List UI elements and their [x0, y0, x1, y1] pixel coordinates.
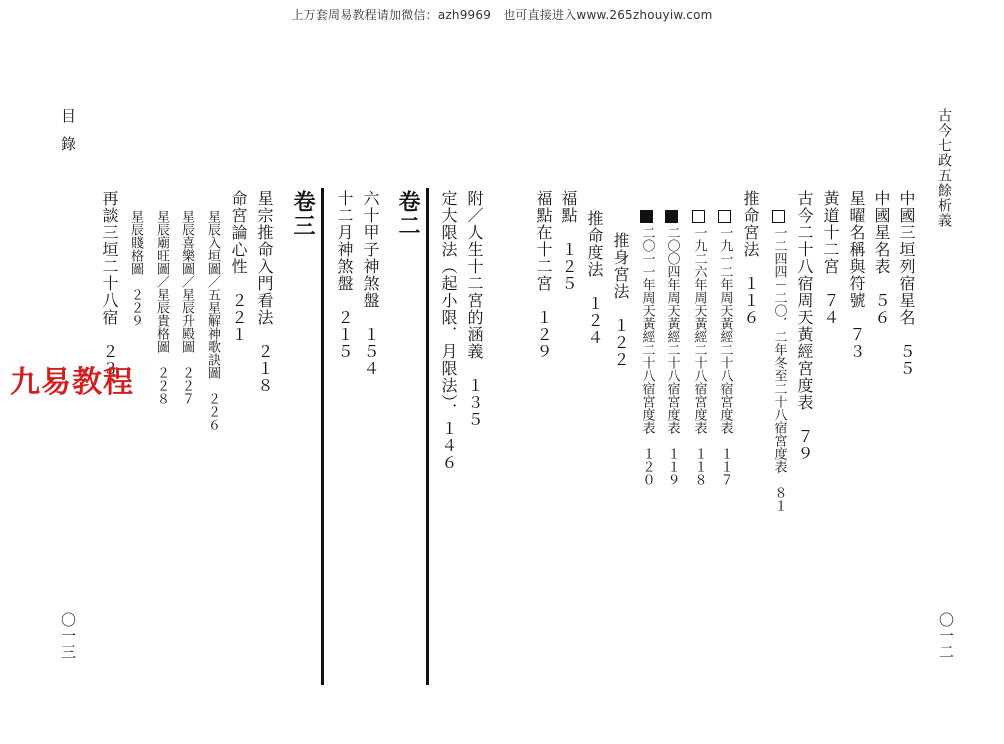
checkbox-square-icon: [718, 210, 731, 223]
toc-entry: 福點在十二宮 １２９: [534, 190, 553, 360]
volume-divider: [321, 188, 324, 685]
toc-entry: 推命度法 １２４: [585, 210, 604, 346]
toc-subentry: 星辰喜樂圖／星辰升殿圖 ２２７: [179, 210, 194, 405]
page-number-left: 〇一三: [59, 612, 77, 660]
toc-subentry-label: 一二四四－二〇．二年冬至二十八宿宮度表 ８１: [771, 226, 787, 512]
contents-title-char-2: 錄: [59, 136, 77, 151]
toc-entry: 古今二十八宿周天黃經宮度表 ７９: [795, 190, 814, 462]
toc-subentry: 星辰入垣圖／五星解神歌訣圖 ２２６: [205, 210, 220, 431]
toc-entry: 福點 １２５: [559, 190, 578, 292]
toc-subentry: 星辰賤格圖 ２２９: [128, 210, 143, 327]
watermark-logo: 九易教程: [10, 365, 134, 400]
volume-divider: [426, 188, 429, 685]
filled-square-icon: [640, 210, 653, 223]
toc-entry: 星曜名稱與符號 ７３: [847, 190, 866, 360]
toc-subentry: [665, 210, 679, 486]
toc-entry: 命宮論心性 ２２１: [229, 190, 248, 343]
toc-entry: 推命宮法 １１６: [741, 190, 760, 326]
toc-subentry: [640, 210, 654, 486]
toc-entry: 附／人生十二宮的涵義 １３５: [465, 190, 484, 428]
toc-entry: 定大限法（起小限．月限法）．１４６: [439, 190, 458, 471]
filled-square-icon: [665, 210, 678, 223]
toc-entry: 十二月神煞盤 ２１５: [335, 190, 354, 360]
toc-subentry: [692, 210, 706, 486]
book-title: 古今七政五餘析義: [936, 108, 952, 228]
toc-subentry: [772, 210, 786, 512]
toc-entry: 六十甲子神煞盤 １５４: [361, 190, 380, 377]
volume-heading-3: 卷三: [290, 190, 316, 238]
toc-entry: 星宗推命入門看法 ２１８: [255, 190, 274, 394]
toc-subentry-label: 一九一二年周天黃經二十八宿宮度表 １１７: [717, 226, 733, 486]
toc-subentry: 星辰廟旺圖／星辰貴格圖 ２２８: [154, 210, 169, 405]
checkbox-square-icon: [692, 210, 705, 223]
toc-subentry-label: 二〇〇四年周天黃經二十八宿宮度表 １１９: [664, 226, 680, 486]
page-number-right: 〇一二: [937, 612, 955, 660]
toc-subentry-label: 一九二六年周天黃經二十八宿宮度表 １１８: [691, 226, 707, 486]
volume-heading-2: 卷二: [395, 190, 421, 238]
toc-entry: 中國三垣列宿星名 ５５: [897, 190, 916, 377]
contents-title-char-1: 目: [59, 108, 77, 123]
toc-entry: 推身宮法 １２２: [611, 232, 630, 368]
toc-entry: 再談三垣二十八宿 ２３: [100, 190, 119, 377]
toc-entry: 中國星名表 ５６: [872, 190, 891, 326]
checkbox-square-icon: [772, 210, 785, 223]
toc-subentry-label: 二〇一一年周天黃經二十八宿宮度表 １２０: [639, 226, 655, 486]
toc-subentry: [718, 210, 732, 486]
download-banner: 上万套周易教程请加微信：azh9969 也可直接进入www.265zhouyiw.com: [291, 8, 713, 22]
toc-entry: 黃道十二宮 ７４: [821, 190, 840, 326]
